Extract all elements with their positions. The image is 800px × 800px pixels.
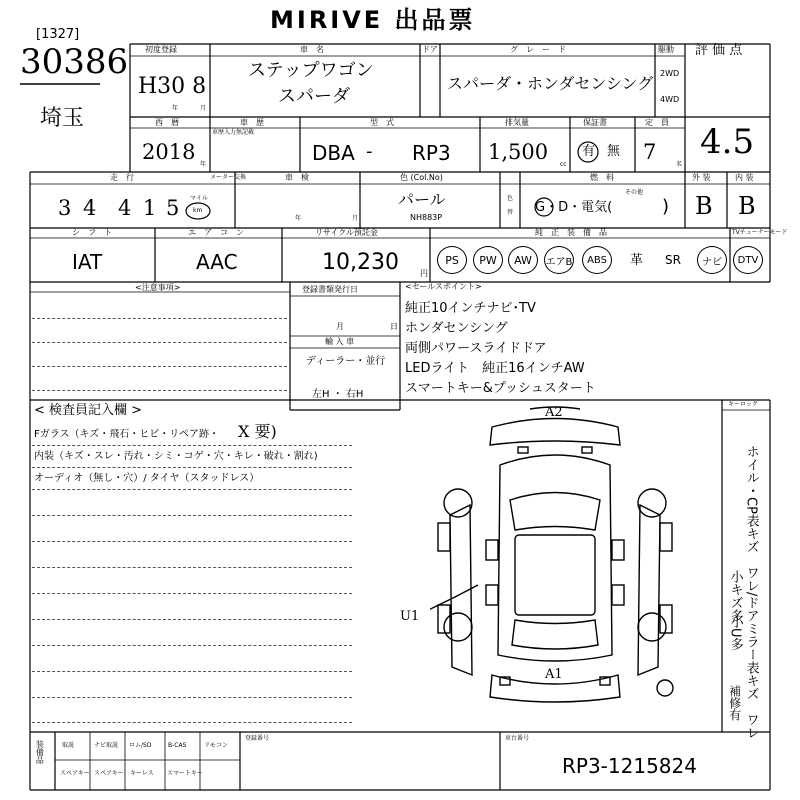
mileage-digit-3: 4 (118, 196, 132, 220)
car-name-line2: スパーダ (278, 86, 350, 107)
color-label: 色 (Col.No) (400, 173, 443, 182)
footer-item-remote: リモコン (204, 742, 229, 749)
yen-unit: 円 (420, 269, 428, 278)
reg-no-label: 登録番号 (245, 735, 270, 742)
drive-label: 駆動 (658, 45, 674, 54)
caution-line (32, 318, 287, 319)
form-title: MIRIVE 出品票 (270, 6, 476, 34)
year-value: 2018 (142, 140, 196, 164)
inspection-audio: オーディオ（無し・穴）/ タイヤ（スタッドレス） (34, 473, 260, 484)
mileage-digit-2: 4 (83, 196, 97, 220)
first-reg-month-mark: 月 (200, 105, 207, 112)
footer-item-navi-manual: ナビ取説 (94, 742, 119, 749)
equip-pw: PW (473, 246, 503, 274)
shift-label: シ フ ト (72, 228, 112, 237)
footer-item-spare-key-1: スペアキー (60, 770, 90, 777)
door-label: ドア (422, 45, 438, 54)
inspection-month: 月 (352, 215, 359, 222)
recycle-label: リサイクル預託金 (315, 228, 378, 237)
mileage-label: 走 行 (110, 173, 134, 182)
caution-line (32, 342, 287, 343)
diagram-front-mark: A2 (545, 405, 563, 420)
equipment-label: 純 正 装 備 品 (535, 228, 607, 237)
inspection-year: 年 (295, 215, 302, 222)
warranty-label: 保証書 (583, 118, 607, 127)
equip-ps: PS (437, 246, 467, 274)
inspection-glass: Fガラス（キズ・飛石・ヒビ・リペア跡・ (34, 429, 220, 440)
docs-day: 日 (390, 322, 398, 331)
recycle-value: 10,230 (322, 250, 399, 275)
ac-value: AAC (196, 250, 238, 274)
fuel-close: ) (662, 196, 670, 217)
capacity-value: 7 (643, 140, 657, 164)
footer-item-spare-key-2: スペアキー (94, 770, 124, 777)
footer-item-keyless: キーレス (130, 770, 154, 777)
footer-item-rom: ロム/SD (129, 742, 152, 749)
sales-point-4: LEDライト 純正16インチAW (405, 361, 585, 376)
import-label: 輸 入 車 (325, 337, 355, 346)
history-sub: 車歴入力無記載 (212, 129, 255, 136)
inspection-line (32, 619, 352, 620)
inspection-line (32, 515, 352, 516)
docs-month: 月 (336, 322, 344, 331)
region: 埼玉 (40, 106, 85, 131)
equip-abs: ABS (582, 246, 612, 274)
fuel-label: 燃 料 (590, 173, 614, 182)
sales-label: <セールスポイント> (405, 282, 482, 291)
inspection-line (32, 671, 352, 672)
color-change-2: 替 (507, 209, 514, 216)
grade-value: スパーダ・ホンダセンシング (447, 74, 654, 93)
inspection-label: < 検査員記入欄 > (34, 403, 143, 418)
side-note-4: 補修有 (727, 685, 742, 721)
interior-value: B (738, 192, 756, 220)
color-code: NH883P (410, 213, 443, 222)
mileage-unit-km: km (193, 207, 203, 214)
equip-sr: SR (665, 253, 681, 267)
inspection-line (32, 567, 352, 568)
drive-2wd: 2WD (660, 69, 680, 78)
model-label: 型 式 (370, 118, 394, 127)
car-name-label: 車 名 (300, 45, 324, 54)
inspection-interior: 内装（キズ・スレ・汚れ・シミ・コゲ・穴・キレ・破れ・割れ) (34, 451, 318, 462)
docs-label: 登録書類発行日 (302, 285, 358, 294)
displacement-value: 1,500 (488, 140, 549, 164)
inspection-line (32, 645, 352, 646)
sales-point-2: ホンダセンシング (405, 321, 508, 336)
interior-label: 内 装 (735, 173, 754, 182)
chassis-label: 車台番号 (505, 735, 530, 742)
inspection-line (32, 445, 352, 446)
side-note-1: ホイル・CP表キズ ワレ/ドアミラー表キズ ワレ (743, 445, 759, 740)
diagram-rear-mark: A1 (545, 667, 563, 682)
inspection-label: 車 検 (285, 173, 309, 182)
inspection-glass-note: X 要) (238, 422, 277, 441)
inspection-line (32, 697, 352, 698)
first-reg-year-mark: 年 (172, 105, 179, 112)
sales-point-1: 純正10インチナビ･TV (405, 301, 536, 316)
sales-point-3: 両側パワースライドドア (405, 341, 547, 356)
meter-label: メーター交換 (210, 174, 247, 181)
fuel-options: G・D・電気( (535, 200, 613, 215)
ac-label: エ ア コ ン (188, 228, 244, 237)
inspection-line (32, 467, 352, 468)
inspection-line (32, 541, 352, 542)
equip-aw: AW (508, 246, 538, 274)
model-code: RP3 (412, 141, 451, 165)
equip-navi: ナビ (697, 246, 727, 274)
mileage-unit-mile: マイル (190, 195, 208, 202)
capacity-unit: 名 (676, 161, 683, 168)
model-prefix: DBA (312, 141, 355, 165)
year-label: 西 暦 (155, 118, 179, 127)
side-note-2: 小キズ多 (727, 570, 743, 622)
warranty-no: 無 (607, 144, 621, 159)
caution-label: <注意事項> (135, 283, 181, 292)
color-value: パール (398, 190, 446, 209)
shift-value: IAT (72, 250, 103, 274)
import-steering: 左H ・ 右H (312, 389, 364, 400)
drive-4wd: 4WD (660, 95, 680, 104)
displacement-label: 排気量 (505, 118, 529, 127)
caution-line (32, 390, 287, 391)
equip-leather: 革 (630, 253, 644, 268)
caution-line (32, 366, 287, 367)
model-dash: - (366, 141, 373, 162)
chassis-value: RP3-1215824 (562, 754, 697, 778)
sales-point-5: スマートキー&プッシュスタート (405, 381, 596, 396)
footer-left-label: 装備品 (35, 740, 45, 764)
year-mark: 年 (200, 161, 207, 168)
mileage-digit-4: 1 (143, 196, 157, 220)
footer-item-bcas: B-CAS (168, 742, 187, 749)
import-dealer: ディーラー・並行 (306, 356, 386, 367)
inspection-line (32, 722, 352, 723)
equip-airbag: エアB (544, 246, 574, 274)
footer-item-smart-key: スマートキー (167, 770, 203, 777)
first-reg-value: H30 8 (138, 74, 207, 99)
capacity-label: 定 員 (645, 118, 669, 127)
inspection-line (32, 489, 352, 490)
lot-sub-number: [1327] (36, 27, 80, 42)
inspection-line (32, 593, 352, 594)
diagram-side-mark: U1 (400, 609, 420, 624)
score-value: 4.5 (700, 122, 755, 162)
warranty-yes: 有 (582, 144, 596, 159)
mileage-digit-5: 5 (166, 196, 180, 220)
tuner-label: TVチューナーモード (732, 229, 788, 236)
lot-number: 30386 (20, 42, 129, 82)
fuel-other: その他 (625, 189, 644, 196)
mileage-digit-1: 3 (58, 196, 72, 220)
equip-dtv: DTV (733, 246, 763, 274)
footer-item-manual: 取説 (62, 742, 75, 749)
car-name-line1: ステップワゴン (248, 60, 374, 81)
cc-unit: cc (560, 161, 567, 168)
key-lock-label: キーロック (728, 401, 758, 408)
history-label: 車 歴 (240, 118, 264, 127)
exterior-label: 外 装 (692, 173, 711, 182)
score-label: 評 価 点 (695, 43, 743, 58)
first-reg-label: 初度登録 (145, 45, 177, 54)
color-change-1: 色 (507, 195, 514, 202)
side-note-3: 小U多 (727, 615, 743, 651)
exterior-value: B (695, 192, 713, 220)
grade-label: グ レ ー ド (510, 45, 566, 54)
